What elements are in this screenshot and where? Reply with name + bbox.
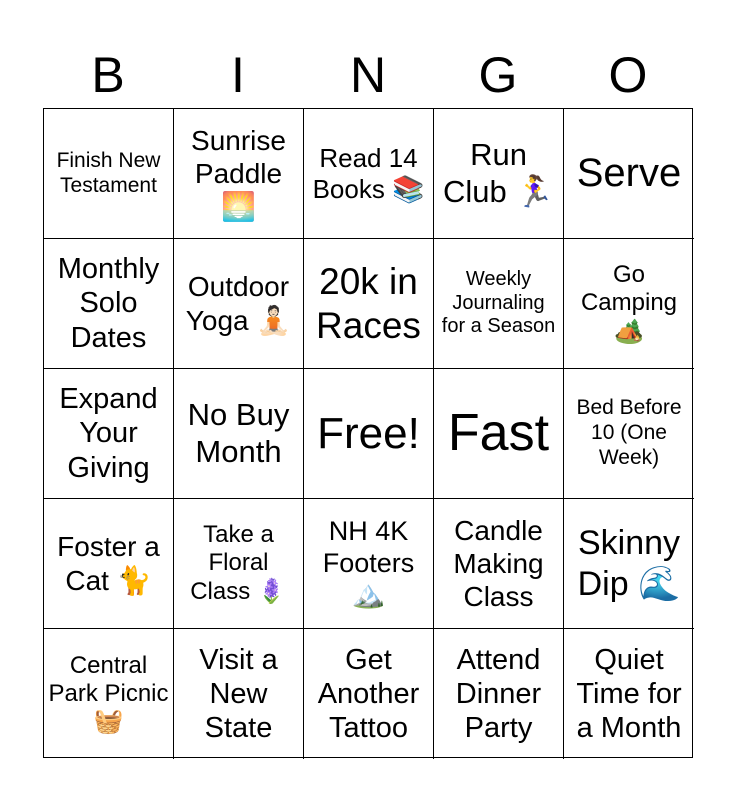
bingo-cell[interactable] <box>44 239 174 369</box>
bingo-cell[interactable] <box>174 109 304 239</box>
cell-text: Finish New Testament <box>56 148 161 197</box>
bingo-cell[interactable] <box>304 499 434 629</box>
cell-text: Candle Making Class <box>453 514 544 613</box>
bingo-header <box>43 42 693 108</box>
bingo-cell[interactable] <box>304 109 434 239</box>
cell-text: Free! <box>317 408 420 458</box>
cell-text: Take a Floral Class 🪻 <box>190 521 287 605</box>
free-space-cell[interactable] <box>304 369 434 499</box>
bingo-cell[interactable] <box>44 109 174 239</box>
cell-text: Attend Dinner Party <box>455 643 542 745</box>
bingo-cell[interactable] <box>564 109 694 239</box>
bingo-cell[interactable] <box>174 239 304 369</box>
bingo-board <box>43 108 693 758</box>
bingo-cell[interactable] <box>434 109 564 239</box>
cell-text: Expand Your Giving <box>59 383 158 484</box>
cell-text: Monthly Solo Dates <box>57 253 160 354</box>
bingo-cell[interactable] <box>434 629 564 759</box>
cell-text: Sunrise Paddle 🌅 <box>191 124 286 223</box>
bingo-cell[interactable] <box>174 499 304 629</box>
cell-text: Foster a Cat 🐈 <box>57 531 160 596</box>
bingo-cell[interactable] <box>304 239 434 369</box>
header-letter-i: I <box>231 47 245 103</box>
header-letter-b: B <box>91 47 125 103</box>
bingo-cell[interactable] <box>304 629 434 759</box>
cell-text: Get Another Tattoo <box>317 643 420 745</box>
bingo-cell[interactable] <box>564 239 694 369</box>
cell-text: Read 14 Books 📚 <box>312 142 425 204</box>
cell-text: 20k in Races <box>316 260 421 346</box>
bingo-cell[interactable] <box>434 499 564 629</box>
cell-text: Skinny Dip 🌊 <box>577 524 681 603</box>
cell-text: Serve <box>576 150 682 195</box>
cell-text: Weekly Journaling for a Season <box>441 268 556 338</box>
cell-text: Bed Before 10 (One Week) <box>576 396 682 469</box>
cell-text: No Buy Month <box>187 396 290 469</box>
cell-text: Fast <box>447 403 550 462</box>
bingo-cell[interactable] <box>564 369 694 499</box>
bingo-cell[interactable] <box>564 629 694 759</box>
bingo-cell[interactable] <box>44 629 174 759</box>
header-letter-n: N <box>349 47 387 103</box>
bingo-cell[interactable] <box>44 499 174 629</box>
bingo-cell[interactable] <box>174 369 304 499</box>
cell-text: Outdoor Yoga 🧘🏻 <box>185 271 292 336</box>
bingo-cell[interactable] <box>174 629 304 759</box>
cell-text: Quiet Time for a Month <box>576 643 682 745</box>
bingo-cell[interactable] <box>434 239 564 369</box>
cell-text: Run Club 🏃‍♀️ <box>443 136 554 209</box>
cell-text: NH 4K Footers 🏔️ <box>322 515 415 610</box>
bingo-cell[interactable] <box>434 369 564 499</box>
bingo-cell[interactable] <box>564 499 694 629</box>
cell-text: Go Camping 🏕️ <box>580 261 678 345</box>
cell-text: Visit a New State <box>199 643 278 745</box>
header-letter-o: O <box>608 47 648 103</box>
cell-text: Central Park Picnic 🧺 <box>48 651 169 736</box>
header-letter-g: G <box>478 47 518 103</box>
bingo-cell[interactable] <box>44 369 174 499</box>
